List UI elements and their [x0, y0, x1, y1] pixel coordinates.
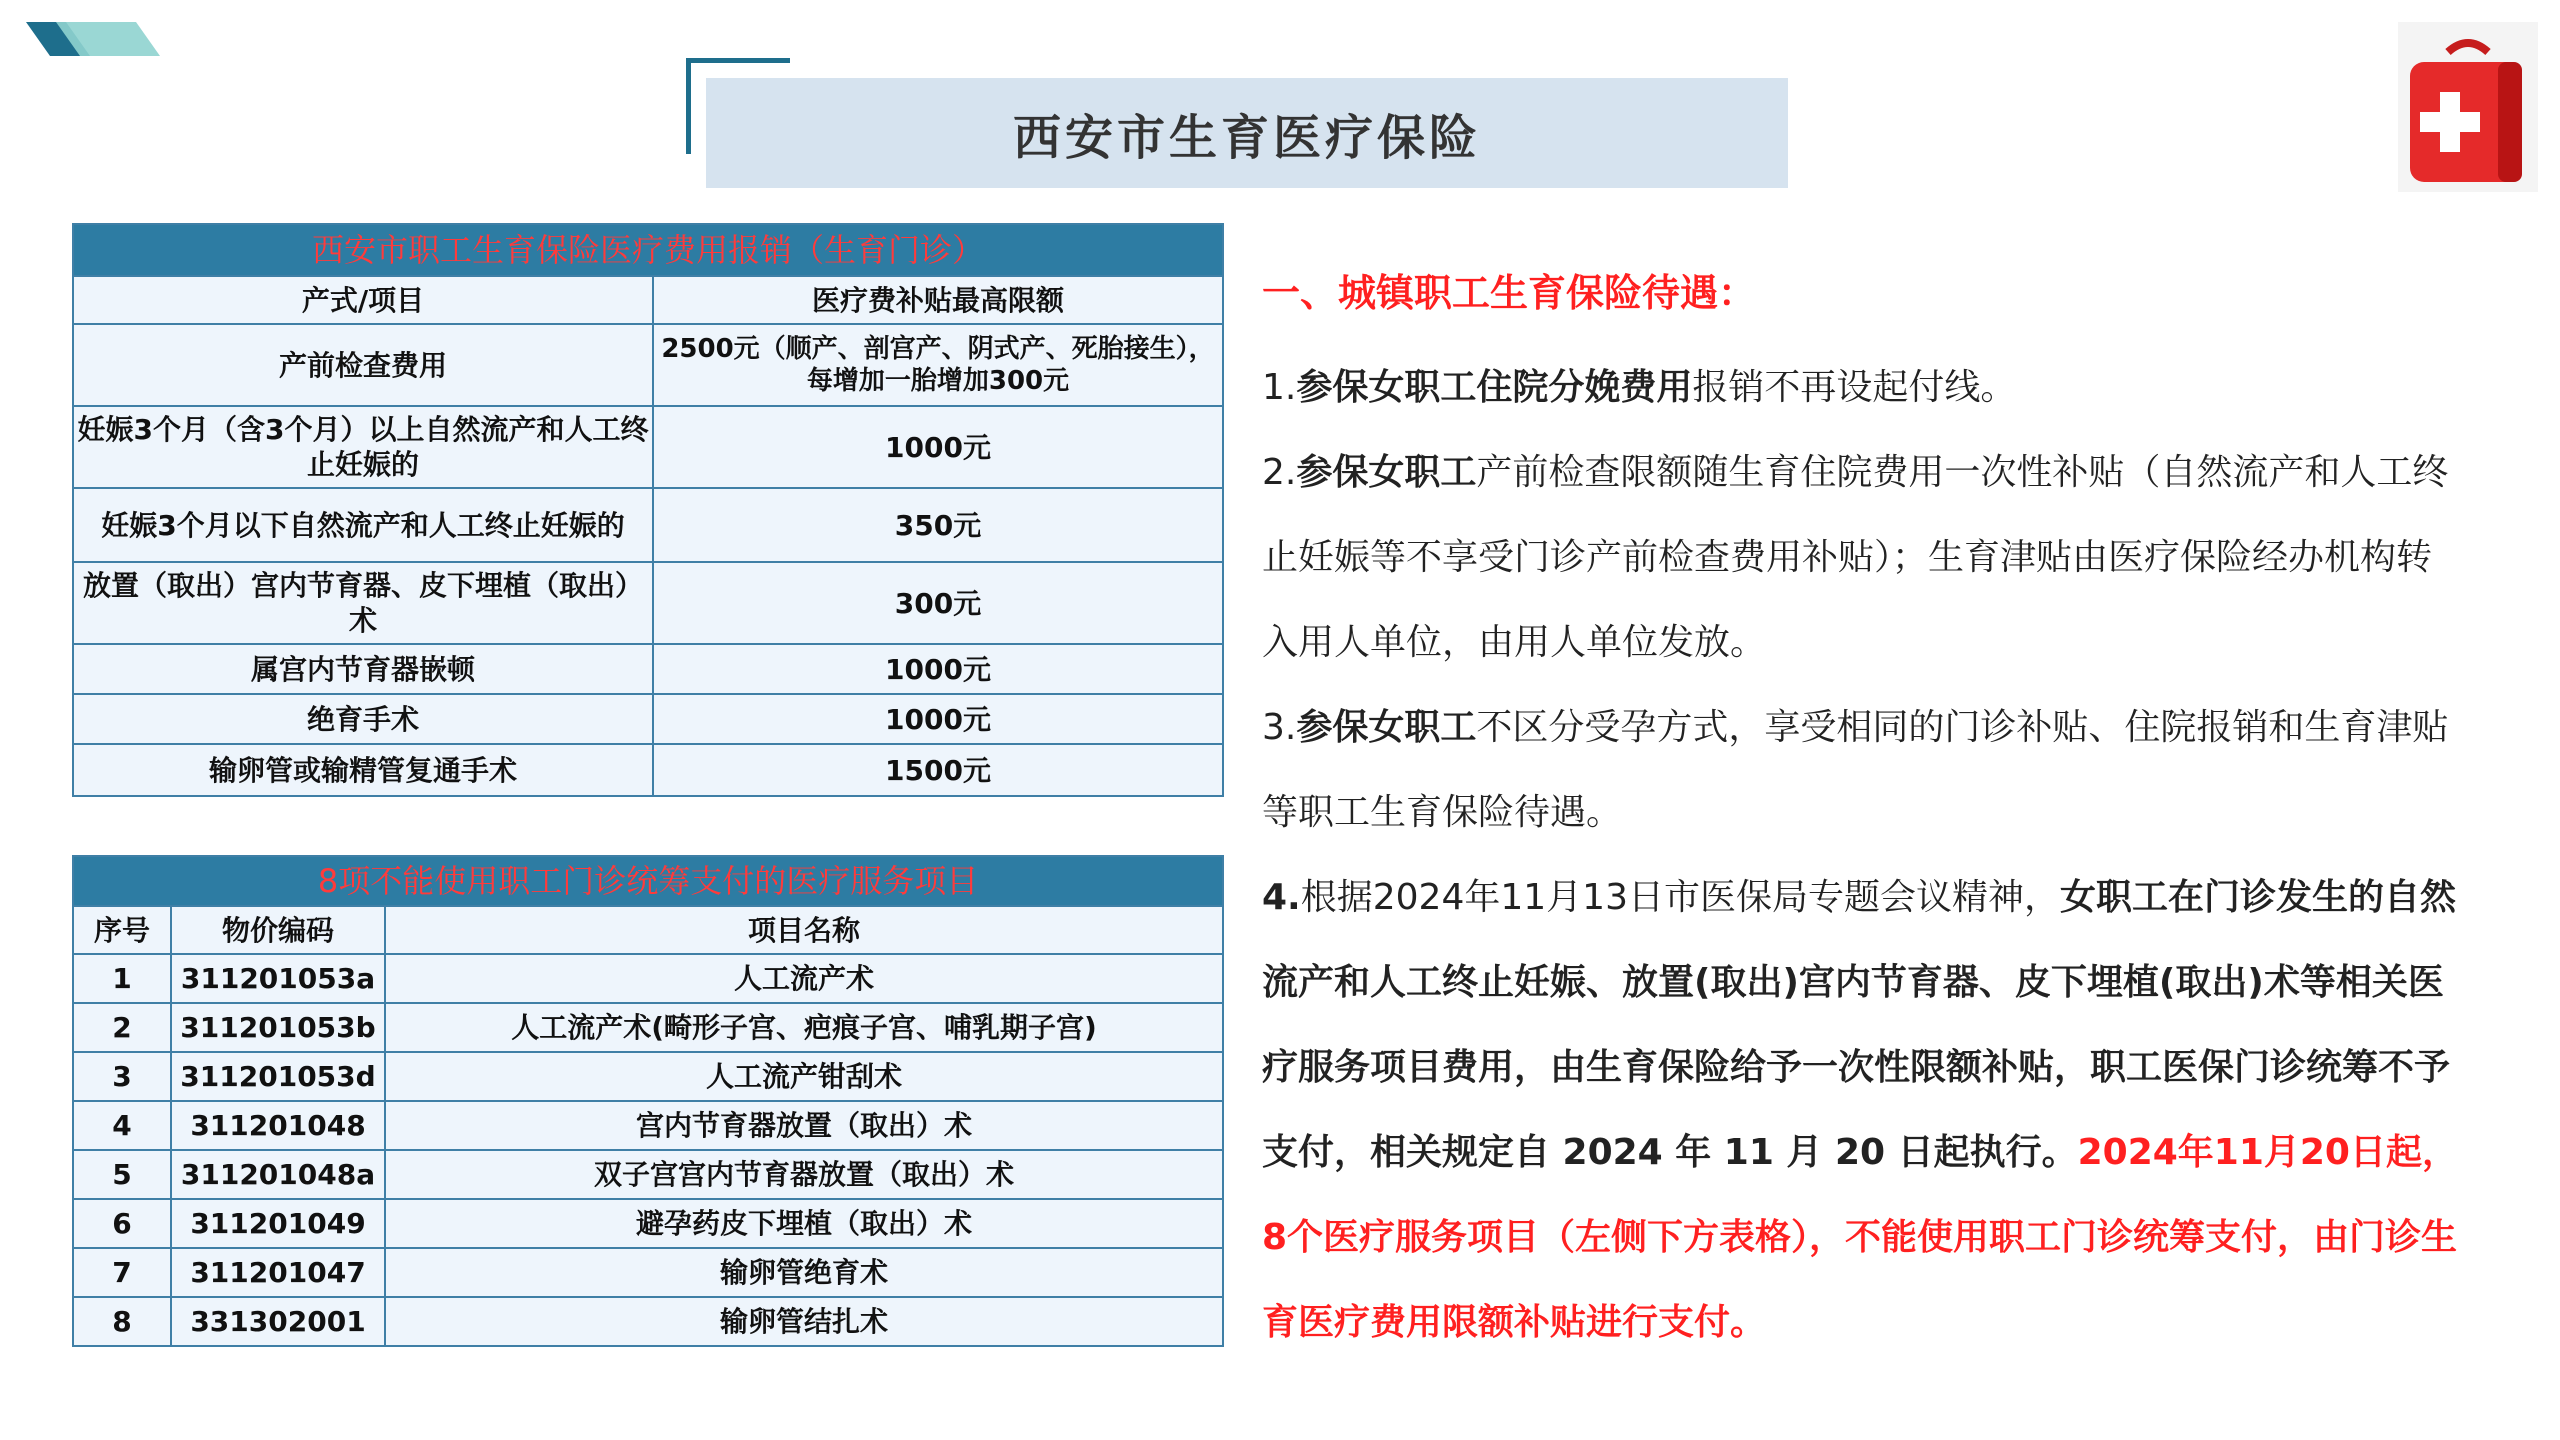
table1-item: 输卵管或输精管复通手术 — [73, 744, 653, 796]
table-row — [73, 1101, 1223, 1150]
table1-limit: 300元 — [653, 562, 1223, 644]
table-row — [73, 562, 1223, 644]
maternity-outpatient-table — [72, 223, 1224, 797]
table2-code: 311201048a — [171, 1150, 385, 1199]
table2-no: 3 — [73, 1052, 171, 1101]
benefits-section — [1262, 262, 2462, 1365]
table2-name: 输卵管绝育术 — [385, 1248, 1223, 1297]
table1-item: 妊娠3个月（含3个月）以上自然流产和人工终止妊娠的 — [73, 406, 653, 488]
table-row — [73, 1003, 1223, 1052]
table1-item: 放置（取出）宫内节育器、皮下埋植（取出）术 — [73, 562, 653, 644]
table2-no: 2 — [73, 1003, 171, 1052]
table2-header-name: 项目名称 — [385, 906, 1223, 954]
table2-code: 311201047 — [171, 1248, 385, 1297]
p1-text: 报销不再设起付线。 — [1692, 367, 2017, 408]
table2-name: 双子宫宫内节育器放置（取出）术 — [385, 1150, 1223, 1199]
table1-limit: 350元 — [653, 488, 1223, 562]
table1-item: 妊娠3个月以下自然流产和人工终止妊娠的 — [73, 488, 653, 562]
table-row — [73, 406, 1223, 488]
table2-no: 7 — [73, 1248, 171, 1297]
excluded-services-table — [72, 855, 1224, 1347]
benefit-paragraph-1 — [1262, 345, 2462, 430]
table2-no: 1 — [73, 954, 171, 1003]
table2-header-code: 物价编码 — [171, 906, 385, 954]
table2-name: 人工流产术 — [385, 954, 1223, 1003]
table1-limit: 1500元 — [653, 744, 1223, 796]
table2-code: 311201053d — [171, 1052, 385, 1101]
page-title: 西安市生育医疗保险 — [1012, 109, 1481, 166]
benefit-paragraph-2 — [1262, 430, 2462, 685]
table1-limit: 1000元 — [653, 694, 1223, 744]
benefit-paragraph-4 — [1262, 855, 2462, 1365]
table2-code: 311201048 — [171, 1101, 385, 1150]
table2-code: 331302001 — [171, 1297, 385, 1346]
table1-item: 属宫内节育器嵌顿 — [73, 644, 653, 694]
first-aid-kit-icon — [2398, 22, 2538, 192]
table1-header-item: 产式/项目 — [73, 276, 653, 324]
benefits-heading: 一、城镇职工生育保险待遇： — [1262, 271, 1757, 315]
table1-limit: 2500元（顺产、剖宫产、阴式产、死胎接生），每增加一胎增加300元 — [653, 324, 1223, 406]
p3-bold: 参保女职工 — [1296, 707, 1477, 748]
table-row — [73, 954, 1223, 1003]
table1-caption: 西安市职工生育保险医疗费用报销（生育门诊） — [73, 224, 1223, 276]
table2-header-no: 序号 — [73, 906, 171, 954]
table2-name: 输卵管结扎术 — [385, 1297, 1223, 1346]
table1-item: 产前检查费用 — [73, 324, 653, 406]
p4-bold: 女职工在门诊发生的自然流产和人工终止妊娠、放置(取出)宫内节育器、皮下埋植(取出)术等相关医疗服务项目费用，由生育保险给予一次性限额补贴，职工医保门诊统筹不予支付，相关规定自 2024 年 11 月 20 日起执行。 — [1262, 877, 2456, 1173]
benefit-paragraph-3 — [1262, 685, 2462, 855]
table2-code: 311201053a — [171, 954, 385, 1003]
table1-limit: 1000元 — [653, 406, 1223, 488]
p3-text: 不区分受孕方式，享受相同的门诊补贴、住院报销和生育津贴等职工生育保险待遇。 — [1262, 707, 2449, 833]
table2-no: 8 — [73, 1297, 171, 1346]
table2-no: 6 — [73, 1199, 171, 1248]
table1-item: 绝育手术 — [73, 694, 653, 744]
corner-decoration — [26, 22, 160, 56]
p4-red-notice: 2024年11月20日起，8个医疗服务项目（左侧下方表格），不能使用职工门诊统筹支付，由门诊生育医疗费用限额补贴进行支付。 — [1262, 1132, 2458, 1343]
table2-name: 宫内节育器放置（取出）术 — [385, 1101, 1223, 1150]
table-row — [73, 488, 1223, 562]
table-row — [73, 744, 1223, 796]
table1-limit: 1000元 — [653, 644, 1223, 694]
table2-name: 人工流产钳刮术 — [385, 1052, 1223, 1101]
table-row — [73, 1199, 1223, 1248]
table2-code: 311201053b — [171, 1003, 385, 1052]
table2-no: 5 — [73, 1150, 171, 1199]
p3-number: 3. — [1262, 707, 1297, 748]
table-row — [73, 1248, 1223, 1297]
table2-caption: 8项不能使用职工门诊统筹支付的医疗服务项目 — [73, 856, 1223, 906]
table2-name: 避孕药皮下埋植（取出）术 — [385, 1199, 1223, 1248]
table1-header-limit: 医疗费补贴最高限额 — [653, 276, 1223, 324]
p4-number: 4. — [1262, 877, 1301, 918]
table2-code: 311201049 — [171, 1199, 385, 1248]
table2-name: 人工流产术(畸形子宫、疤痕子宫、哺乳期子宫) — [385, 1003, 1223, 1052]
table-row — [73, 694, 1223, 744]
p2-number: 2. — [1262, 452, 1297, 493]
p1-number: 1. — [1262, 367, 1297, 408]
table-row — [73, 1297, 1223, 1346]
p1-bold: 参保女职工住院分娩费用 — [1296, 367, 1693, 408]
p2-text: 产前检查限额随生育住院费用一次性补贴（自然流产和人工终止妊娠等不享受门诊产前检查费用补贴）；生育津贴由医疗保险经办机构转入用人单位，由用人单位发放。 — [1262, 452, 2449, 663]
table2-no: 4 — [73, 1101, 171, 1150]
title-banner — [706, 78, 1788, 188]
table-row — [73, 1150, 1223, 1199]
p2-bold: 参保女职工 — [1296, 452, 1477, 493]
table-row — [73, 1052, 1223, 1101]
table-row — [73, 324, 1223, 406]
table-row — [73, 644, 1223, 694]
p4-text: 根据2024年11月13日市医保局专题会议精神， — [1300, 877, 2060, 918]
